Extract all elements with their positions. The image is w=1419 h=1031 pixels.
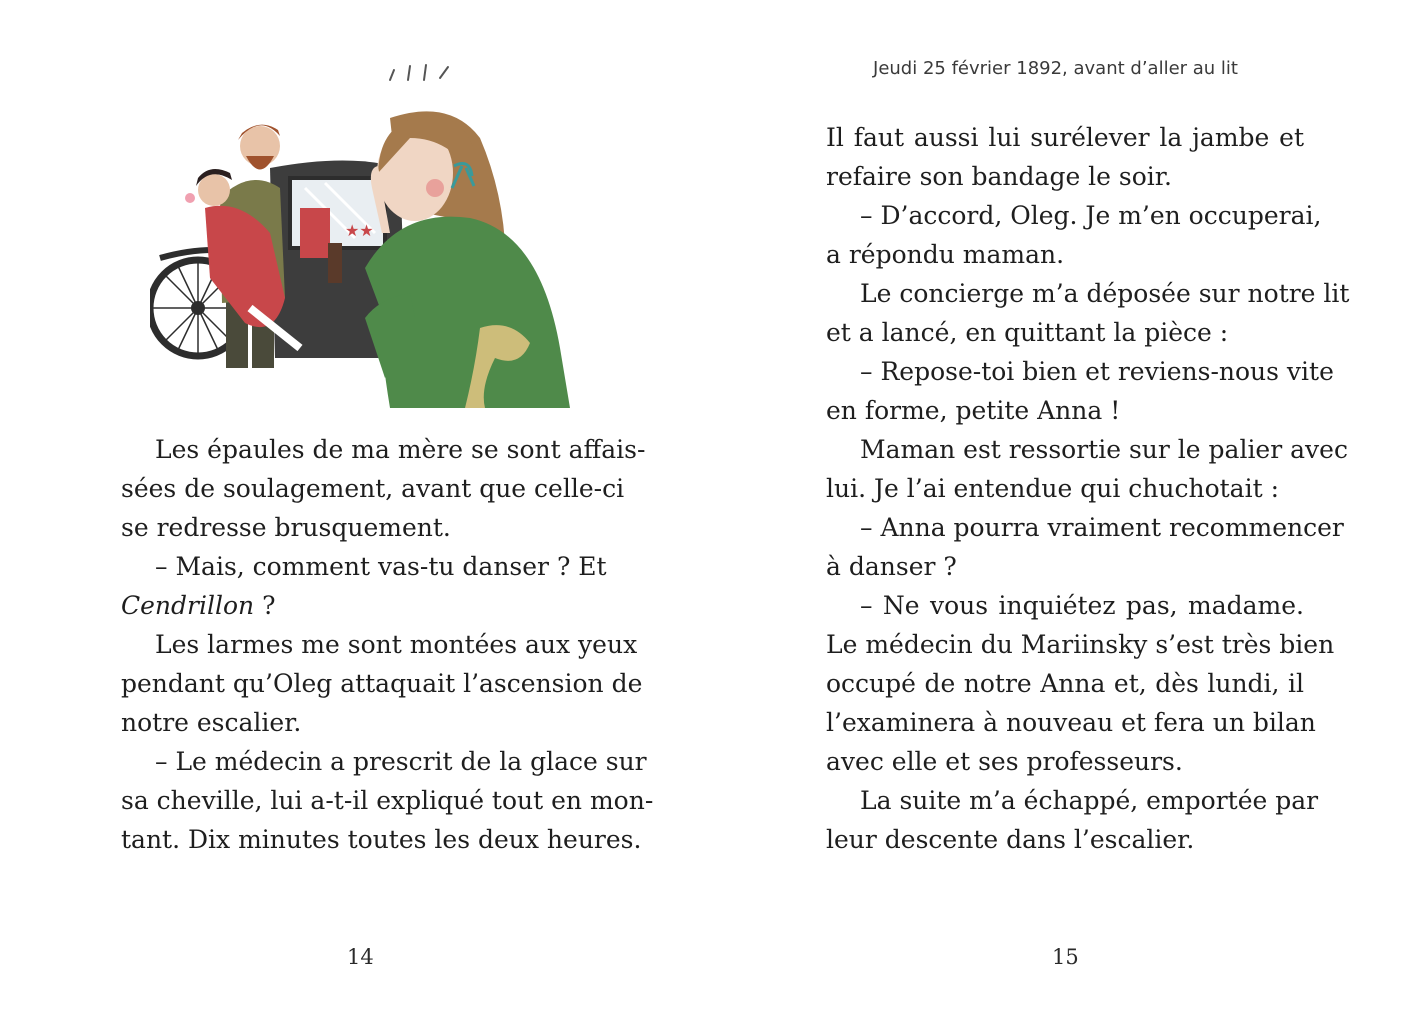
text-line: Le médecin du Mariinsky s’est très bien: [826, 630, 1335, 659]
text-line: notre escalier.: [121, 708, 302, 737]
text-line: avec elle et ses professeurs.: [826, 747, 1183, 776]
text-line: – Mais, comment vas-tu danser ? Et: [155, 552, 607, 581]
text-line: pendant qu’Oleg attaquait l’ascension de: [121, 669, 643, 698]
left-body-text: [121, 430, 654, 859]
text-line: a répondu maman.: [826, 240, 1065, 269]
right-body-text: [826, 118, 1350, 859]
left-page: [0, 0, 709, 1031]
text-line: Les larmes me sont montées aux yeux: [155, 630, 638, 659]
text-line: occupé de notre Anna et, dès lundi, il: [826, 669, 1304, 698]
carriage-illustration: [150, 58, 575, 408]
text-line: – Anna pourra vraiment recommencer: [860, 513, 1344, 542]
text-line: sées de soulagement, avant que celle-ci: [121, 474, 625, 503]
text-line: – Ne vous inquiétez pas, madame.: [860, 591, 1304, 620]
text-line: sa cheville, lui a-t-il expliqué tout en mon-: [121, 786, 654, 815]
right-page: [709, 0, 1419, 1031]
book-title-italic: Cendrillon: [121, 591, 255, 620]
page-number: 14: [347, 945, 374, 969]
text-line: lui. Je l’ai entendue qui chuchotait :: [826, 474, 1279, 503]
text-line: [121, 586, 599, 625]
svg-text:★★: ★★: [345, 221, 374, 240]
text-line: Maman est ressortie sur le palier avec: [860, 435, 1348, 464]
text-line: refaire son bandage le soir.: [826, 162, 1172, 191]
text-line: à danser ?: [826, 552, 957, 581]
running-head: Jeudi 25 février 1892, avant d’aller au lit: [873, 58, 1238, 79]
text-line: Il faut aussi lui surélever la jambe et: [826, 123, 1304, 152]
text-line: – Repose-toi bien et reviens-nous vite: [860, 357, 1334, 386]
text-line: leur descente dans l’escalier.: [826, 825, 1195, 854]
text-line: La suite m’a échappé, emportée par: [860, 786, 1319, 815]
text-line: – Le médecin a prescrit de la glace sur: [155, 747, 647, 776]
text-line: tant. Dix minutes toutes les deux heures.: [121, 825, 642, 854]
text-fragment: ?: [254, 591, 276, 620]
text-line: en forme, petite Anna !: [826, 396, 1121, 425]
page-number: 15: [1052, 945, 1079, 969]
text-line: et a lancé, en quittant la pièce :: [826, 318, 1229, 347]
text-line: Les épaules de ma mère se sont affais-: [155, 435, 646, 464]
text-line: – D’accord, Oleg. Je m’en occuperai,: [860, 201, 1322, 230]
text-line: Le concierge m’a déposée sur notre lit: [860, 279, 1350, 308]
text-line: l’examinera à nouveau et fera un bilan: [826, 708, 1316, 737]
woman-in-green-figure: [365, 111, 570, 408]
text-line: se redresse brusquement.: [121, 513, 451, 542]
